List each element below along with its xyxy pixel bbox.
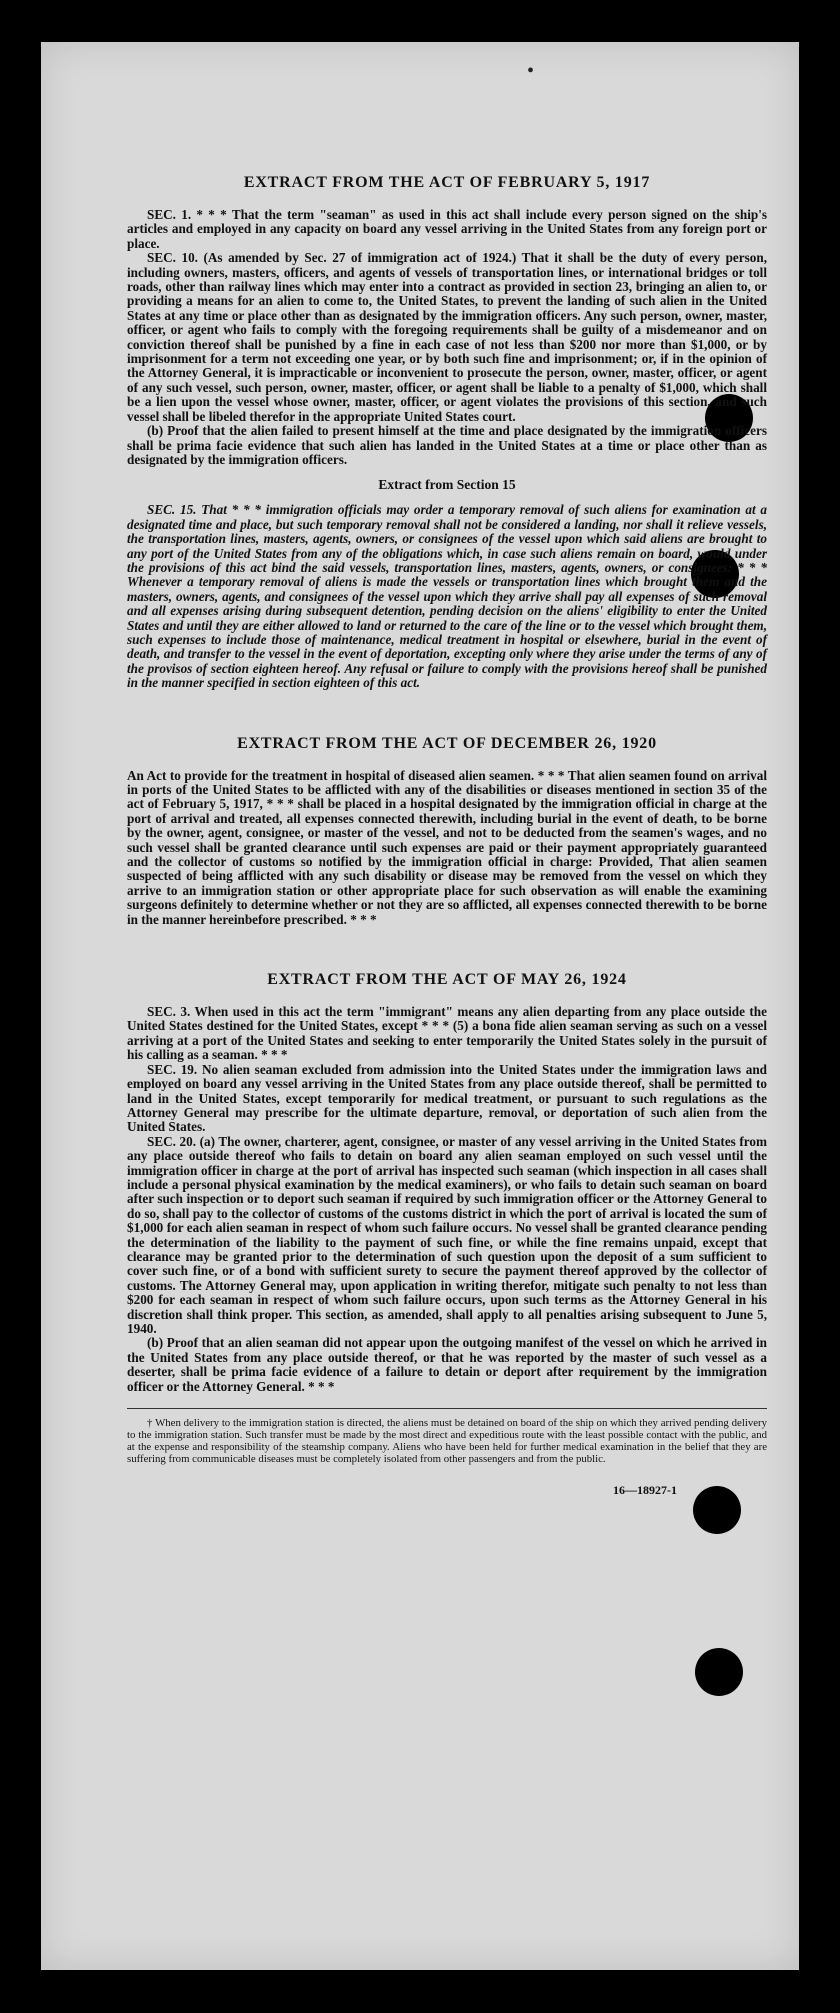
form-number: 16—18927-1 <box>613 1483 677 1498</box>
punch-hole <box>695 1648 743 1696</box>
sec-20-paragraph: SEC. 20. (a) The owner, charterer, agent, consignee, or master of any vessel arriving in the United States from any place outside thereof who fails to detain on board any alien seaman employed on such vessel until the immigration officer in charge at the port of arrival has inspected such seaman (which inspection in all cases shall include a personal physical examination by the medical examiners), or who fails to detain such seaman on board after such inspection or to deport such seaman if required by such immigration officer or the Attorney General to do so, shall pay to the collector of customs of the customs district in which the port of arrival is located the sum of $1,000 for each alien seaman in respect of whom such failure occurs. No vessel shall be granted clearance pending the determination of the liability to the payment of such fine, or while the fine remains unpaid, except that clearance may be granted prior to the determination of such question upon the deposit of a sum sufficient to cover such fine, or of a bond with sufficient surety to secure the payment thereof approved by the collector of customs. The Attorney General may, upon application in writing therefor, mitigate such penalty to not less than $200 for each seaman in respect of whom such failure occurs, upon such terms as the Attorney General in his discretion shall think proper. This section, as amended, shall apply to all penalties arising subsequent to June 5, 1940. <box>127 1133 767 1336</box>
sec-19-paragraph: SEC. 19. No alien seaman excluded from admission into the United States under the immigration laws and employed on board any vessel arriving in the United States from any place outside thereof, shall be permitted to land in the United States, except temporarily for medical treatment, or pursuant to such regulations as the Attorney General may prescribe for the ultimate departure, removal, or deportation of such alien from the United States. <box>127 1061 767 1135</box>
heading-act-1920: EXTRACT FROM THE ACT OF DECEMBER 26, 1920 <box>237 734 657 752</box>
sec-10-paragraph: SEC. 10. (As amended by Sec. 27 of immigration act of 1924.) That it shall be the duty of every person, including owners, masters, officers, and agents of vessels of transportation lines, or international bridges or toll roads, other than railway lines which may enter into a contract as provided in section 23, bringing an alien to, or providing a means for an alien to come to, the United States, to prevent the landing of such alien in the United States at any time or place other than as designated by the immigration officers. Any such person, owner, master, officer, or agent who fails to comply with the foregoing requirements shall be guilty of a misdemeanor and on conviction thereof shall be punished by a fine in each case of not less than $200 nor more than $1,000, or by imprisonment for a term not exceeding one year, or by both such fine and imprisonment; or, if in the opinion of the Attorney General, it is impracticable or inconvenient to prosecute the person, owner, master, officer, or agent of any such vessel, such person, owner, master, officer, or agent shall be liable to a penalty of $1,000, which shall be a lien upon the vessel whose owner, master, officer, or agent violates the provisions of this section, and such vessel shall be libeled therefor in the appropriate United States court. <box>127 250 767 424</box>
heading-act-1924: EXTRACT FROM THE ACT OF MAY 26, 1924 <box>267 971 627 989</box>
sec-3-paragraph: SEC. 3. When used in this act the term "immigrant" means any alien departing from any place outside the United States destined for the United States, except * * * (5) a bona fide alien seaman serving as such on a vessel arriving at a port of the United States and seeking to enter temporarily the United States solely in the pursuit of his calling as a seaman. * * * <box>127 1004 767 1063</box>
subheading-section-15: Extract from Section 15 <box>378 477 516 493</box>
sec-15-paragraph: SEC. 15. That * * * immigration officials may order a temporary removal of such aliens for examination at a designated time and place, but such temporary removal shall not be considered a landing, nor shall it relieve vessels, the transportation lines, masters, agents, owners, or consignees of the vessel upon which said aliens are brought to any port of the United States from any of the obligations which, in case such aliens remain on board, would under the provisions of this act bind the said vessels, transportation lines, masters, agents, owners, or consignees: * * * Whenever a temporary removal of aliens is made the vessels or transportation lines which brought them and the masters, owners, agents, and consignees of the vessel upon which they arrive shall pay all expenses of such removal and all expenses arising during subsequent detention, pending decision on the aliens' eligibility to enter the United States and until they are either allowed to land or returned to the care of the line or to the vessel which brought them, such expenses to include those of maintenance, medical treatment in hospital or elsewhere, burial in the event of death, and transfer to the vessel in the event of deportation, excepting only where they arise under the terms of any of the provisos of section eighteen hereof. Any refusal or failure to comply with the provisions hereof shall be punished in the manner specified in section eighteen of this act. <box>127 502 767 691</box>
heading-act-1917: EXTRACT FROM THE ACT OF FEBRUARY 5, 1917 <box>243 174 651 191</box>
sec-20b-paragraph: (b) Proof that an alien seaman did not appear upon the outgoing manifest of the vessel on which he arrived in the United States from any place outside thereof, or that he was reported by the master of such vessel as a deserter, shall be prima facie evidence of a failure to detain or deport after requirement by the immigration officer or the Attorney General. * * * <box>127 1335 767 1394</box>
act-1920-paragraph: An Act to provide for the treatment in hospital of diseased alien seamen. * * * That alien seamen found on arrival in ports of the United States to be afflicted with any of the disabilities or diseases mentioned in section 35 of the act of February 5, 1917, * * * shall be placed in a hospital designated by the immigration official in charge at the port of arrival and treated, all expenses connected therewith, including burial in the event of death, to be borne by the owner, agent, consignee, or master of the vessel, and not to be deducted from the seamen's wages, and no such vessel shall be granted clearance until such expenses are paid or their payment appropriately guaranteed and the collector of customs so notified by the immigration official in charge: Provided, That alien seamen suspected of being afflicted with any such disability or disease may be removed from the vessel on which they arrive to an immigration station or other appropriate place for such observation as will enable the examining surgeons definitely to determine whether or not they are so afflicted, all expenses connected therewith to be borne in the manner hereinbefore prescribed. * * * <box>127 767 767 927</box>
sec-1-paragraph: SEC. 1. * * * That the term "seaman" as used in this act shall include every person signed on the ship's articles and employed in any capacity on board any vessel arriving in the United States from any foreign port or place. <box>127 207 767 251</box>
proof-paragraph: (b) Proof that the alien failed to present himself at the time and place designated by the immigration officers shall be prima facie evidence that such alien has landed in the United States at a time or place other than as designated by the immigration officers. <box>127 423 767 467</box>
document-body <box>127 126 767 1498</box>
footnote-text: † When delivery to the immigration station is directed, the aliens must be detained on board of the ship on which they arrived pending delivery to the immigration station. Such transfer must be made by the most direct and expeditious route with the least possible contact with the public, and at the expense and responsibility of the steamship company. Aliens who have been held for further medical examination in the belief that they are suffering from communicable diseases must be completely isolated from other passengers and from the public. <box>127 1417 767 1466</box>
document-page <box>41 42 799 1970</box>
page-mark: • <box>527 60 535 82</box>
footnote <box>127 1408 767 1465</box>
